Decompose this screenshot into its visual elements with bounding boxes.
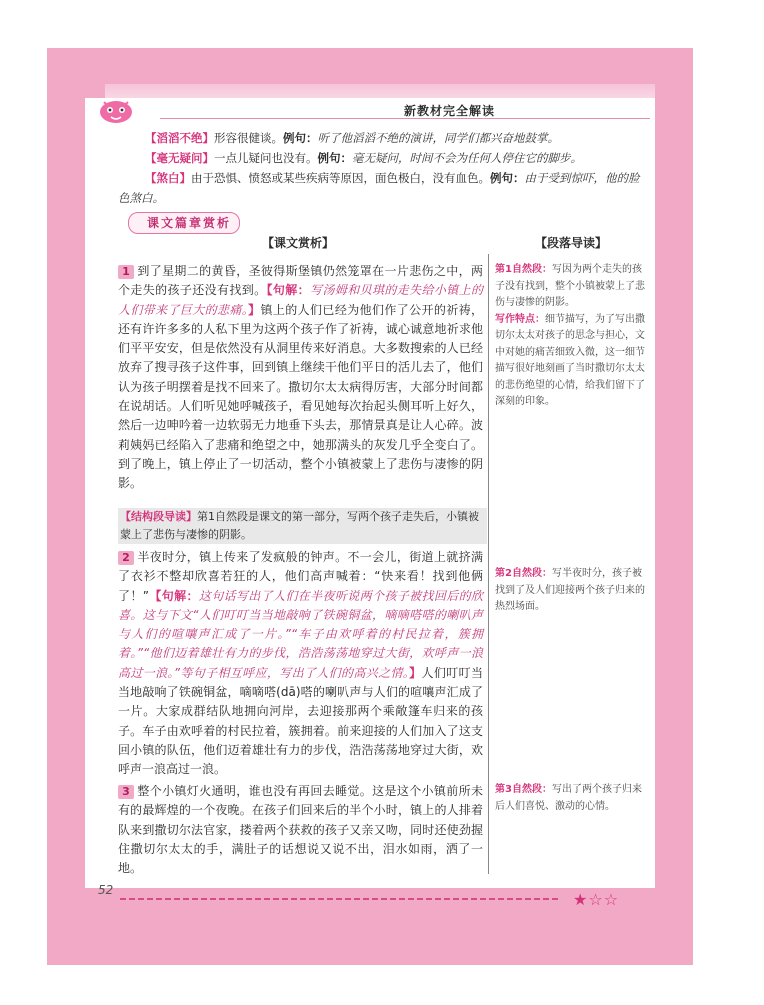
- difficulty-stars-icon: ★☆☆: [573, 890, 620, 909]
- book-title: 新教材完全解读: [404, 104, 496, 118]
- paragraph-1: 1 到了星期二的黄昏，圣彼得斯堡镇仍然笼罩在一片悲伤之中，两个走失的孩子还没有找到。【句解：写汤姆和贝琪的走失给小镇上的人们带来了巨大的悲痛。】镇上的人们已经为他们作了公开的祈祷，还有许许多多的人私下里为这两个孩子作了祈祷，诚心诚意地祈求他们平平安安，但是依然没有从洞里传来好消息。大多数搜索的人已经放弃了搜寻孩子这件事，回到镇上继续干他们平日的活儿去了，他们认为孩子明摆着是找不回来了。撒切尔太太病得厉害，大部分时间都在说胡话。人们听见她呼喊孩子，看见她每次抬起头侧耳听上好久，然后一边呻吟着一边软弱无力地垂下头去，那情景真是让人心碎。波莉姨妈已经陷入了悲痛和绝望之中，她那满头的灰发几乎全变白了。到了晚上，镇上停止了一切活动，整个小镇被蒙上了悲伤与凄惨的阴影。: [118, 264, 483, 491]
- side-note-1: 第1自然段：写因为两个走失的孩子没有找到，整个小镇被蒙上了悲伤与凄惨的阴影。 写作特点：细节描写，为了写出撒切尔太太对孩子的思念与担心，文中对她的痛苦细致入微，这一细节描写很好地刻画了当时撒切尔太太的悲伤绝望的心情，给我们留下了深刻的印象。: [495, 264, 645, 407]
- column-heading-analysis: 【课文赏析】: [262, 236, 335, 250]
- vocab-entry: 【煞白】由于恐惧、愤怒或某些疾病等原因，面色极白，没有血色。例句：由于受到惊吓，他的脸色煞白。: [118, 171, 640, 205]
- header-strip: [105, 84, 655, 98]
- page-number: 52: [98, 883, 114, 897]
- section-title: 课文篇章赏析: [128, 212, 240, 234]
- paragraph-number: 2: [118, 551, 134, 565]
- paragraph-3: 3 整个小镇灯火通明，谁也没有再回去睡觉。这是这个小镇前所未有的最辉煌的一个夜晚。在孩子们回来后的半个小时，镇上的人排着队来到撒切尔法官家，搂着两个获救的孩子又亲又吻，同时还使劲握住撒切尔太太的手，满肚子的话想说又说不出，泪水如雨，洒了一地。: [118, 784, 483, 876]
- mascot-logo-icon: [96, 96, 136, 126]
- header-rule: [160, 118, 650, 119]
- column-divider: [488, 254, 489, 874]
- footer-rule: [120, 898, 560, 900]
- vocab-entry: 【滔滔不绝】形容很健谈。例句：听了他滔滔不绝的演讲，同学们都兴奋地鼓掌。: [145, 131, 559, 145]
- side-note-3: 第3自然段：写出了两个孩子归来后人们喜悦、激动的心情。: [495, 784, 642, 812]
- vocab-entry: 【毫无疑问】一点儿疑问也没有。例句：毫无疑问，时间不会为任何人停住它的脚步。: [145, 151, 582, 165]
- paragraph-number: 3: [118, 785, 134, 799]
- side-note-2: 第2自然段：写半夜时分，孩子被找到了及人们迎接两个孩子归来的热烈场面。: [495, 568, 645, 612]
- paragraph-number: 1: [118, 265, 134, 279]
- structure-guide: 【结构段导读】第1自然段是课文的第一部分，写两个孩子走失后，小镇被蒙上了悲伤与凄惨的阴影。: [118, 508, 487, 544]
- column-heading-guide: 【段落导读】: [535, 236, 608, 250]
- paragraph-2: 2 半夜时分，镇上传来了发疯般的钟声。不一会儿，街道上就挤满了衣衫不整却欣喜若狂的人，他们高声喊着：“快来看！找到他俩了！”【句解：这句话写出了人们在半夜听说两个孩子被找回后的欣喜。这与下文“人们叮叮当当地敲响了铁碗铜盆，嘀嘀嗒嗒的喇叭声与人们的喧嚷声汇成了一片。”“车子由欢呼着的村民拉着，簇拥着。”“他们迈着雄壮有力的步伐，浩浩荡荡地穿过大街，欢呼声一浪高过一浪。”等句子相互呼应，写出了人们的高兴之情。】人们叮叮当当地敲响了铁碗铜盆，嘀嘀嗒(dā)嗒的喇叭声与人们的喧嚷声汇成了一片。大家成群结队地拥向河岸，去迎接那两个乘敞篷车归来的孩子。车子由欢呼着的村民拉着，簇拥着。前来迎接的人们加入了这支回小镇的队伍，他们迈着雄壮有力的步伐，浩浩荡荡地穿过大街，欢呼声一浪高过一浪。: [118, 550, 483, 777]
